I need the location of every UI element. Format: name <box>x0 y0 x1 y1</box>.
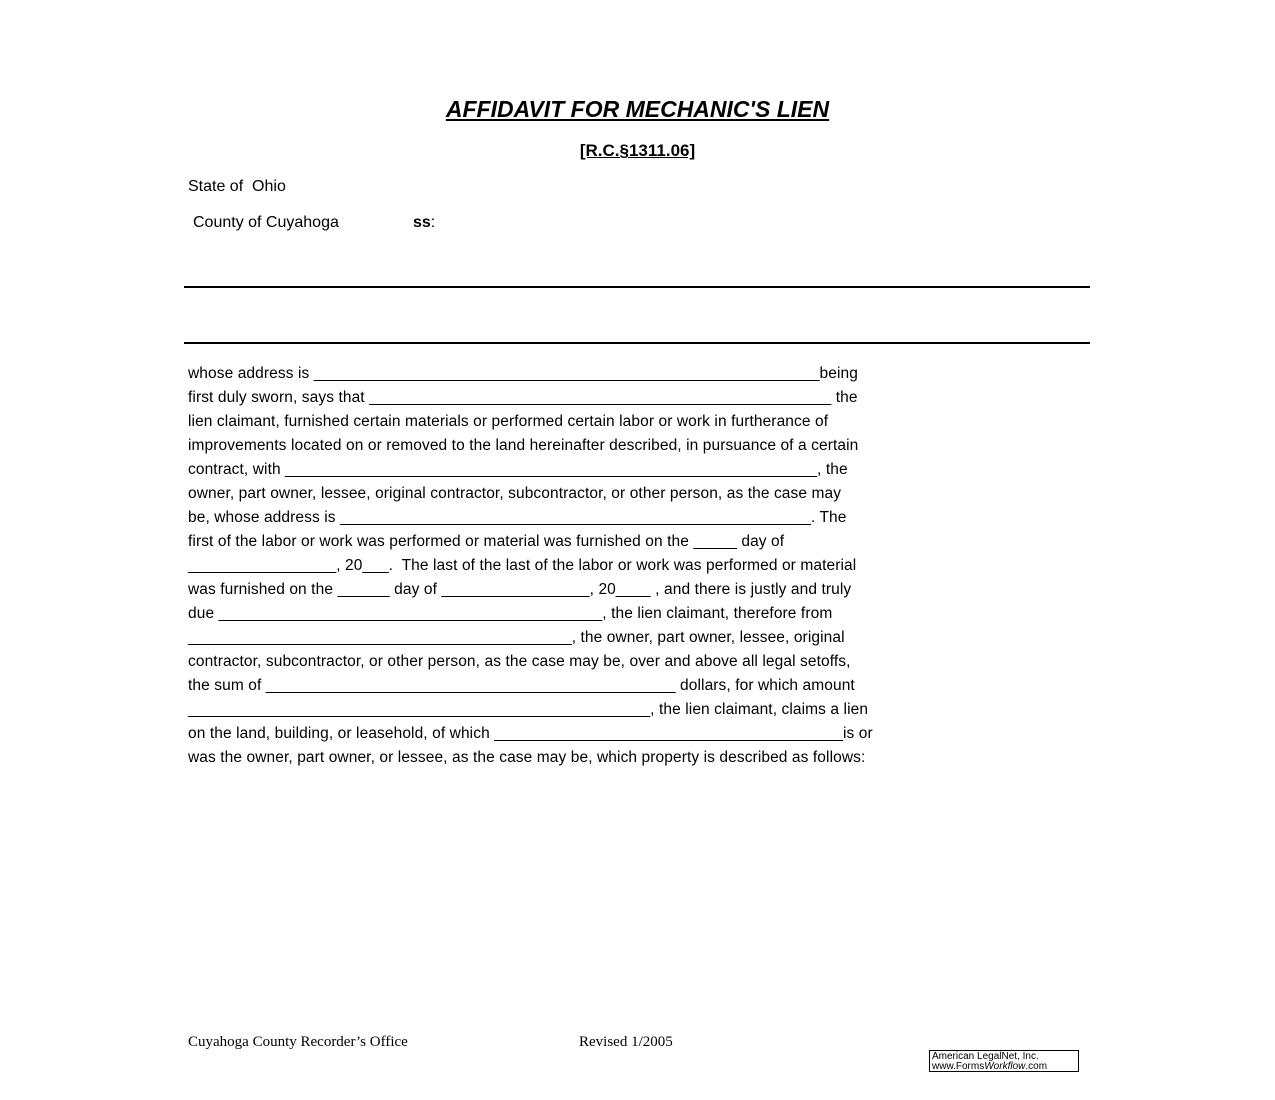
venue-ss-colon: : <box>430 214 436 231</box>
body-line: ____________________________________________, the owner, part owner, lessee, original <box>188 629 845 646</box>
publisher-stamp <box>929 1050 1079 1072</box>
affiant-name-line-1 <box>184 286 1090 288</box>
body-line: contract, with _____________________________________________________________, the <box>188 461 848 478</box>
body-line: due ____________________________________________, the lien claimant, therefore from <box>188 605 833 622</box>
stamp-company: American LegalNet, Inc. <box>932 1051 1039 1062</box>
body-line: owner, part owner, lessee, original contractor, subcontractor, or other person, as the case may <box>188 485 842 502</box>
body-line: the sum of _______________________________________________ dollars, for which amount <box>188 677 855 694</box>
body-line: whose address is __________________________________________________________being <box>188 365 858 382</box>
statute-reference: [R.C.§1311.06] <box>579 141 696 160</box>
body-line: _____________________________________________________, the lien claimant, claims a lien <box>188 701 869 718</box>
body-line: first of the labor or work was performed or material was furnished on the _____ day of <box>188 533 785 550</box>
body-line: improvements located on or removed to the land hereinafter described, in pursuance of a certain <box>188 437 859 454</box>
venue-county: County of Cuyahoga <box>193 214 339 231</box>
footer-revised: Revised 1/2005 <box>579 1034 673 1050</box>
body-line: _________________, 20___. The last of the last of the labor or work was performed or material <box>188 557 857 574</box>
venue-state: State of Ohio <box>188 178 286 195</box>
venue-ss-label: ss <box>413 214 431 231</box>
document-title: AFFIDAVIT FOR MECHANIC'S LIEN <box>445 96 830 122</box>
body-line: be, whose address is ______________________________________________________. The <box>188 509 847 526</box>
venue-ss <box>413 214 435 232</box>
body-line: was the owner, part owner, or lessee, as the case may be, which property is described as follows: <box>188 749 866 766</box>
stamp-url-prefix: www.Forms <box>932 1061 985 1072</box>
body-line: was furnished on the ______ day of _________________, 20____ , and there is justly and truly <box>188 581 852 598</box>
stamp-url-suffix: .com <box>1025 1061 1048 1072</box>
stamp-url <box>932 1062 1076 1072</box>
body-line: lien claimant, furnished certain materials or performed certain labor or work in furtherance of <box>188 413 829 430</box>
footer-office: Cuyahoga County Recorder’s Office <box>188 1034 408 1050</box>
affidavit-body <box>188 362 1098 770</box>
body-line: contractor, subcontractor, or other person, as the case may be, over and above all legal setoffs, <box>188 653 851 670</box>
body-line: first duly sworn, says that _____________________________________________________ the <box>188 389 858 406</box>
stamp-url-italic: Workflow <box>984 1061 1026 1072</box>
body-line: on the land, building, or leasehold, of which ________________________________________is or <box>188 725 873 742</box>
affiant-name-line-2 <box>184 342 1090 344</box>
